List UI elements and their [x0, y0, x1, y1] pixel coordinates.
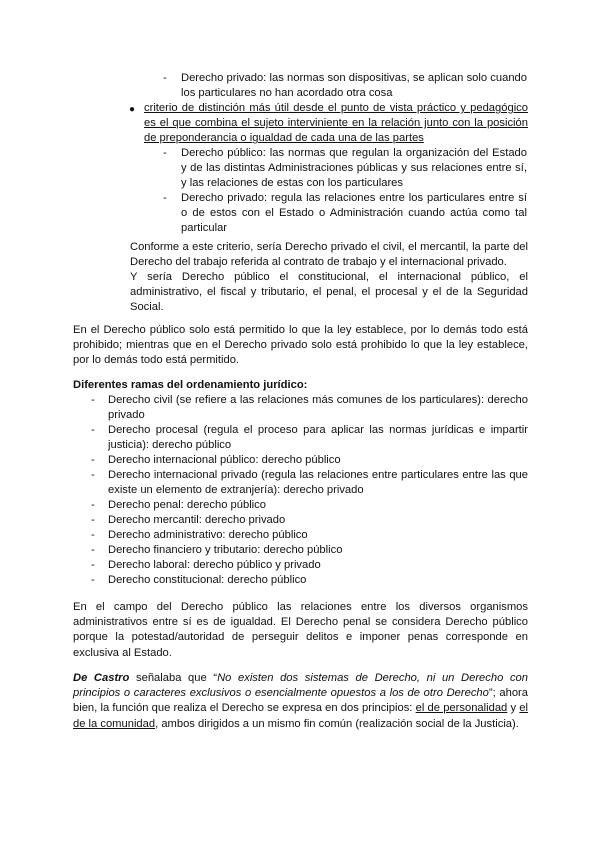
list-dash: - [163, 192, 167, 204]
paragraph-de-castro [73, 671, 528, 732]
bullet-icon: ● [129, 104, 136, 115]
rama-item: Derecho procesal (regula el proceso para aplicar las normas jurídicas e impartir justicia): derecho público [108, 424, 528, 452]
underlined-personalidad: el de personalidad [415, 702, 508, 715]
list-dash: - [91, 574, 95, 586]
list-item-derecho-publico: Derecho público: las normas que regulan la organización del Estado y de las distintas Administraciones públicas y sus relaciones entre sí, y las relaciones de estas con los particulares [181, 147, 527, 190]
text-fragment: ”; ahora bien, la función que realiza el Derecho se expresa en dos principios: [73, 687, 528, 715]
list-dash: - [163, 72, 167, 84]
list-dash: - [91, 469, 95, 481]
list-dash: - [91, 544, 95, 556]
rama-item: Derecho internacional privado (regula las relaciones entre particulares entre las que existe un elemento de extranjería): derecho privado [108, 469, 528, 497]
text-fragment: y [507, 702, 520, 715]
list-item-derecho-privado-dispositivas: Derecho privado: las normas son dispositivas, se aplican solo cuando los particulares no han acordado otra cosa [181, 72, 527, 100]
paragraph-derecho-publico-lista: Y sería Derecho público el constitucional, el internacional público, el administrativo, el fiscal y tributario, el penal, el procesal y el de la Seguridad Social. [130, 271, 528, 314]
bullet-criterio-distincion [144, 101, 528, 147]
rama-item: Derecho financiero y tributario: derecho público [108, 544, 343, 556]
list-dash: - [91, 424, 95, 436]
rama-item: Derecho laboral: derecho público y privado [108, 559, 321, 571]
quote-de-castro: No existen dos sistemas de Derecho, ni un Derecho con principios o caracteres exclusivos o esencialmente opuestos a los de otro Derecho [73, 672, 528, 700]
list-dash: - [91, 454, 95, 466]
rama-item: Derecho civil (se refiere a las relaciones más comunes de los particulares): derecho privado [108, 394, 528, 422]
list-dash: - [91, 559, 95, 571]
paragraph-conforme-criterio: Conforme a este criterio, sería Derecho privado el civil, el mercantil, la parte del Derecho del trabajo referida al contrato de trabajo y el internacional privado. [130, 241, 528, 269]
text-fragment: , ambos dirigidos a un mismo fin común (realización social de la Justicia). [155, 717, 519, 730]
rama-item: Derecho penal: derecho público [108, 499, 266, 511]
list-item-derecho-privado: Derecho privado: regula las relaciones entre los particulares entre sí o de estos con el Estado o Administración cuando actúa como tal particular [181, 192, 527, 235]
list-dash: - [91, 529, 95, 541]
list-dash: - [163, 147, 167, 159]
paragraph-permitido-prohibido: En el Derecho público solo está permitido lo que la ley establece, por lo demás todo está prohibido; mientras que en el Derecho privado solo está prohibido lo que la ley establece, por lo demás todo está permitido. [73, 324, 528, 367]
section-heading-ramas: Diferentes ramas del ordenamiento jurídico: [73, 379, 308, 391]
author-de-castro: De Castro [73, 672, 130, 684]
rama-item: Derecho constitucional: derecho público [108, 574, 307, 586]
underlined-criterio: criterio de distinción más útil desde el punto de vista práctico y pedagógico es el que combina el sujeto interviniente en la relación junto con la posición de preponderancia o igualdad de cada una de las partes [144, 102, 528, 145]
rama-item: Derecho internacional público: derecho público [108, 454, 341, 466]
rama-item: Derecho administrativo: derecho público [108, 529, 308, 541]
paragraph-campo-derecho-publico: En el campo del Derecho público las relaciones entre los diversos organismos administrativos entre sí es de igualdad. El Derecho penal se considera Derecho público porque la potestad/autoridad de perseguir delitos e imponer penas corresponde en exclusiva al Estado. [73, 601, 528, 659]
list-dash: - [91, 394, 95, 406]
underlined-comunidad: el de la comunidad [73, 702, 529, 730]
list-dash: - [91, 514, 95, 526]
text-fragment: señalaba que “ [129, 672, 218, 684]
rama-item: Derecho mercantil: derecho privado [108, 514, 286, 526]
list-dash: - [91, 499, 95, 511]
